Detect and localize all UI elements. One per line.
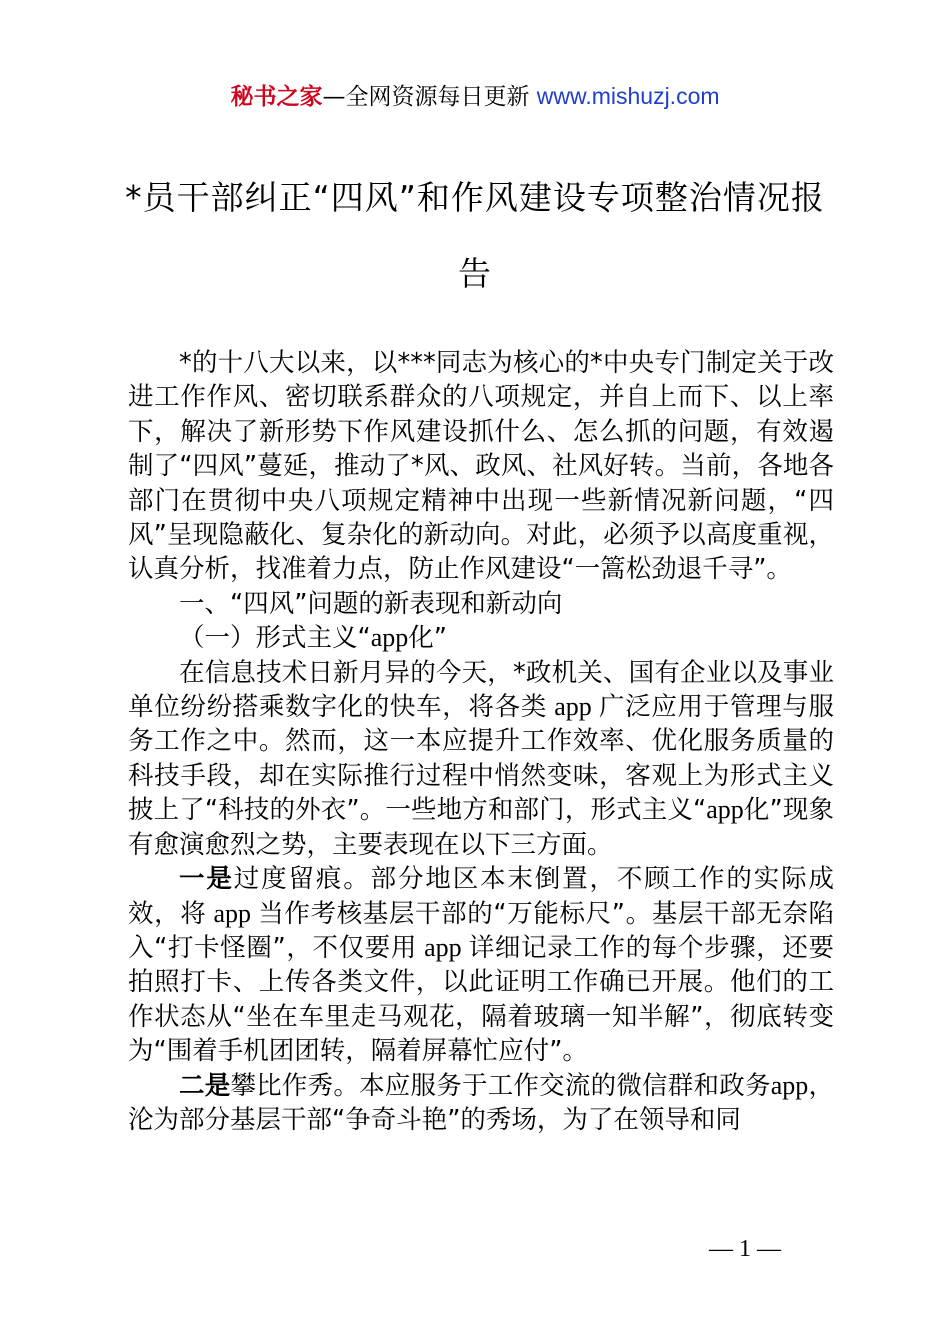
document-body (128, 346, 834, 1137)
point-lead-2: 二是 (179, 1070, 231, 1101)
document-title: *员干部纠正“四风”和作风建设专项整治情况报告 (125, 178, 825, 293)
site-header-banner (0, 80, 950, 113)
paragraph-app-overview: 在信息技术日新月异的今天，*政机关、国有企业以及事业单位纷纷搭乘数字化的快车，将各类 app 广泛应用于管理与服务工作之中。然而，这一本应提升工作效率、优化服务质量的科技手段，却在实际推行过程中悄然变味，客观上为形式主义披上了“科技的外衣”。一些地方和部门，形式主义“app化”现象有愈演愈烈之势，主要表现在以下三方面。 (128, 657, 834, 860)
paragraph-point-1: 一是过度留痕。部分地区本末倒置，不顾工作的实际成效，将 app 当作考核基层干部的“万能标尺”。基层干部无奈陷入“打卡怪圈”，不仅要用 app 详细记录工作的每个步骤，还要拍照打卡、上传各类文件，以此证明工作确已开展。他们的工作状态从“坐在车里走马观花，隔着玻璃一知半解”，彻底转变为“围着手机团团转，隔着屏幕忙应付”。 (128, 864, 834, 1067)
header-dash: — (322, 84, 346, 110)
site-brand: 秘书之家 (230, 84, 323, 110)
site-slogan: 全网资源每日更新 (345, 84, 537, 110)
site-url-link[interactable]: www.mishuzj.com (536, 83, 720, 109)
paragraph-point-2: 二是攀比作秀。本应服务于工作交流的微信群和政务app，沦为部分基层干部“争奇斗艳”的秀场，为了在领导和同 (128, 1070, 834, 1135)
point-lead-1: 一是 (179, 864, 234, 895)
section-heading-1: 一、“四风”问题的新表现和新动向 (179, 588, 563, 619)
subsection-heading-1: （一）形式主义“app化” (179, 623, 447, 654)
page-number: — 1 — (709, 1236, 781, 1262)
paragraph-intro: *的十八大以来，以***同志为核心的*中央专门制定关于改进工作作风、密切联系群众的八项规定，并自上而下、以上率下，解决了新形势下作风建设抓什么、怎么抓的问题，有效遏制了“四风”蔓延，推动了*风、政风、社风好转。当前，各地各部门在贯彻中央八项规定精神中出现一些新情况新问题，“四风”呈现隐蔽化、复杂化的新动向。对此，必须予以高度重视，认真分析，找准着力点，防止作风建设“一篙松劲退千寻”。 (128, 348, 834, 585)
